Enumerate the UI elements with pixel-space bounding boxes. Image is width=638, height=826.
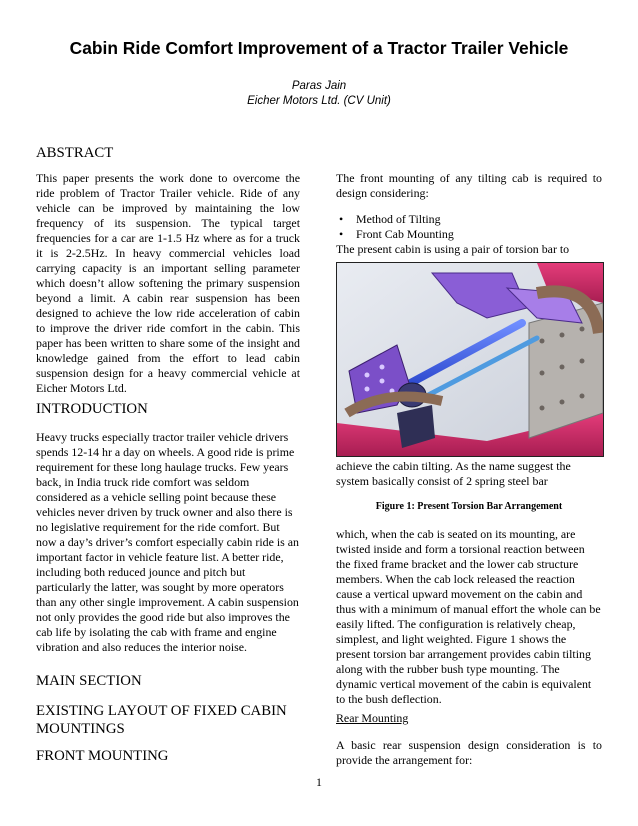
rear-mounting-text: A basic rear suspension design consideration is to provide the arrangement for: xyxy=(336,738,602,767)
tilting-text: achieve the cabin tilting. As the name suggest the system basically consist of 2 spring steel bar xyxy=(336,459,571,488)
abstract-text: This paper presents the work done to overcome the ride problem of Tractor Trailer vehicle. Ride of any vehicle can be improved by maintaining the low frequency of its suspension. The typical target frequencies for a car are 1-1.5 Hz where as for a truck it is 2-2.5Hz. In heavy commercial vehicles load carrying capacity is an important selling parameter which doesn’t allow softening the primary suspension beyond a limit. A cabin rear suspension has been designed to achieve the low ride acceleration of cabin to improve the driver ride comfort in the cabin. This paper has been written to share some of the insight and knowledge gained from the effort to lead cabin suspension design for a heavy commercial vehicle at Eicher Motors Ltd. xyxy=(36,171,300,395)
existing-layout-heading: EXISTING LAYOUT OF FIXED CABIN MOUNTINGS xyxy=(36,703,287,737)
front-mounting-intro: The front mounting of any tilting cab is required to design considering: xyxy=(336,171,602,200)
author-affiliation: Eicher Motors Ltd. (CV Unit) xyxy=(247,95,391,107)
front-mounting-heading: FRONT MOUNTING xyxy=(36,748,169,764)
figure-caption: Figure 1: Present Torsion Bar Arrangement xyxy=(375,501,563,512)
torsion-bar-illustration xyxy=(337,263,603,456)
abstract-heading: ABSTRACT xyxy=(36,145,114,161)
bullet-item: • Front Cab Mounting xyxy=(336,227,602,242)
paper-title: Cabin Ride Comfort Improvement of a Tractor Trailer Vehicle xyxy=(69,38,569,58)
introduction-text: Heavy trucks especially tractor trailer vehicle drivers spends 12-14 hr a day on wheels. A good ride is prime requirement for these long haulage trucks. Few years back, in India truck ride comfort was seldom considered as a vehicle selling point because these vehicles never driven by truck owner and also there is no legislative requirement for the ride comfort. But now a day’s driver’s comfort especially cabin ride is an important factor in vehicle feature list. A better ride, including both reduced jounce and pitch but particularly the latter, was sought by more operators than any other single improvement. A cabin suspension not only provides the good ride but also improves the cab life by isolating the cab with frame and engine vibration and also reduces the interior noise. xyxy=(36,430,299,654)
page-number: 1 xyxy=(316,775,322,789)
torsion-bar-figure xyxy=(336,262,604,457)
cab-torsion-text: which, when the cab is seated on its mounting, are twisted inside and form a torsional reaction between the fixed frame bracket and the lower cab structure members. When the cab lock released the reaction cause a vertical upward movement on the cabin and thus with a minimum of manual effort the whole can be easily lifted. The configuration is relatively cheap, simplest, and light weighted. Figure 1 shows the present torsion bar arrangement provides cabin tilting along with the rubber bush type mounting. The dynamic vertical movement of the cabin is equivalent to the bush deflection. xyxy=(336,527,601,706)
main-section-heading: MAIN SECTION xyxy=(36,673,142,689)
tilting-bullet-list xyxy=(336,212,602,242)
introduction-heading: INTRODUCTION xyxy=(36,401,148,417)
author-name: Paras Jain xyxy=(291,80,347,92)
bullet-item: • Method of Tilting xyxy=(336,212,602,227)
torsion-intro-text: The present cabin is using a pair of torsion bar to xyxy=(336,242,570,256)
rear-mounting-heading: Rear Mounting xyxy=(336,711,409,725)
